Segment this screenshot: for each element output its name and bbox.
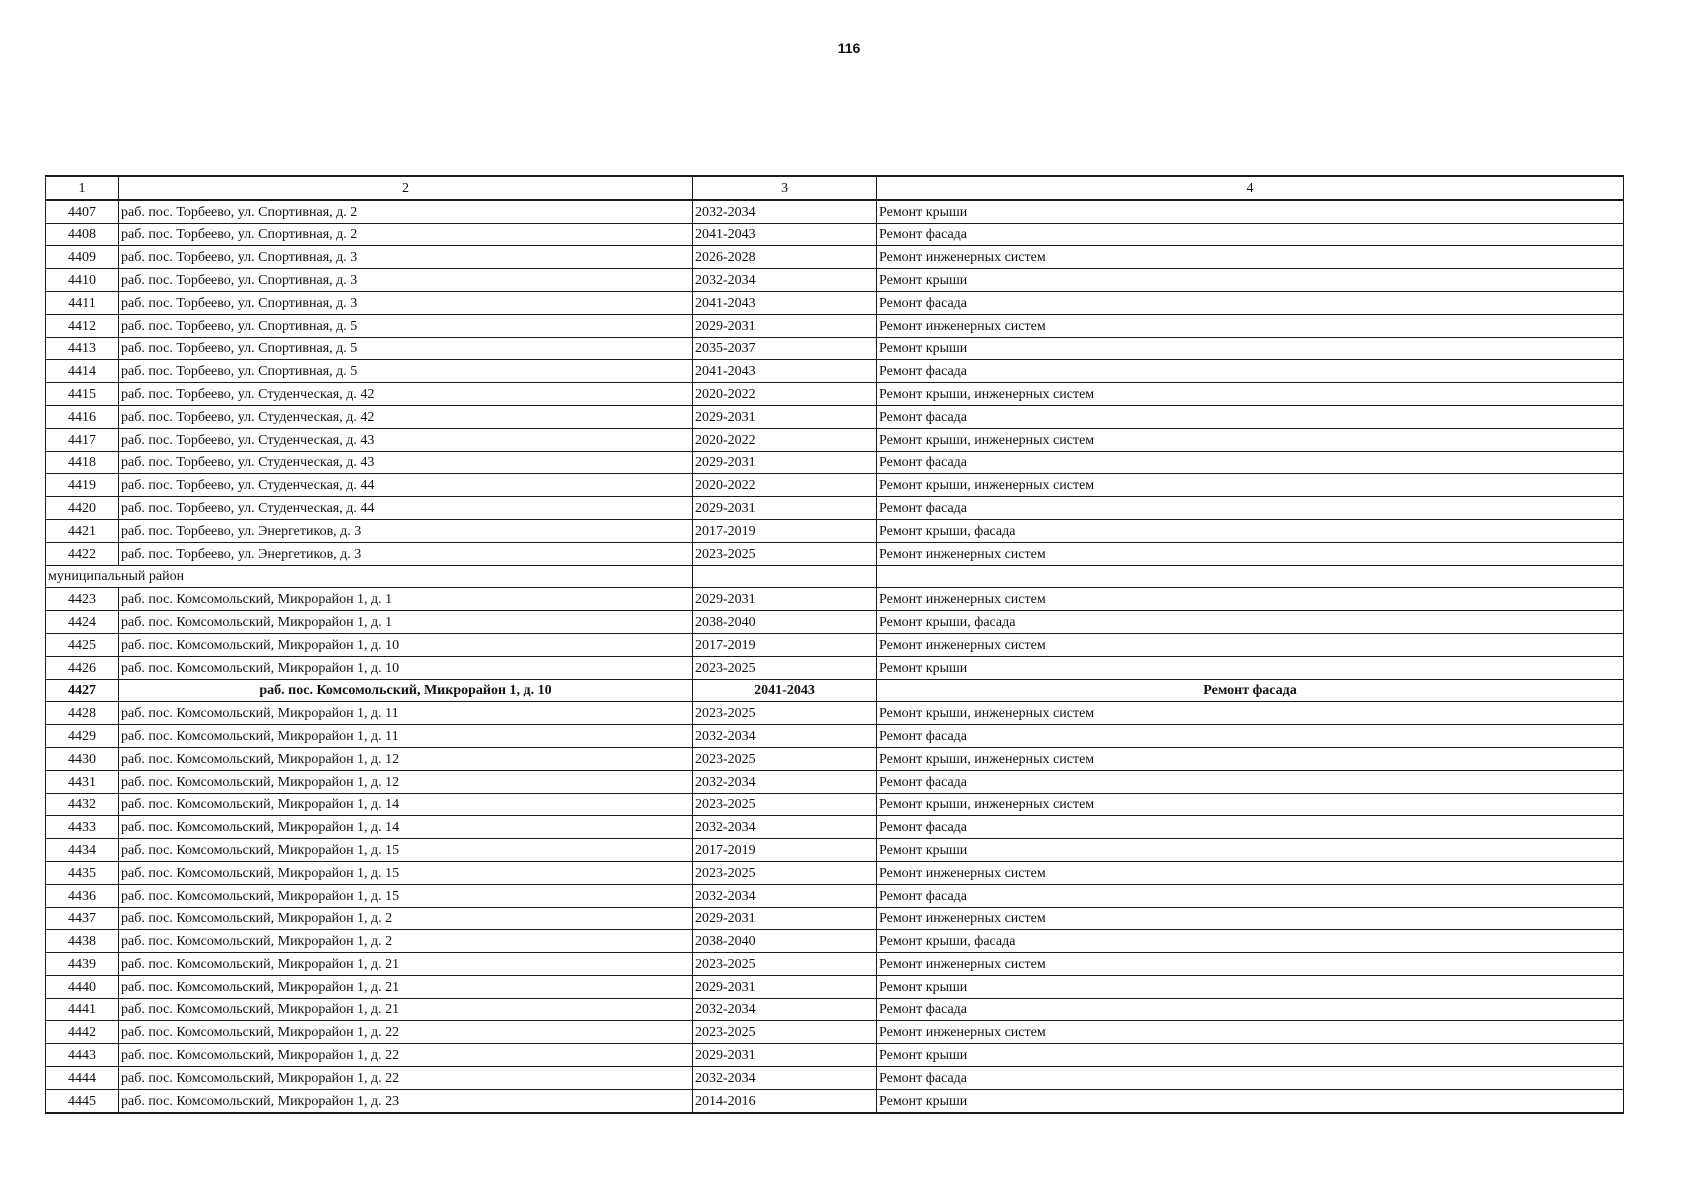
- period-cell: 2032-2034: [693, 884, 877, 907]
- address-cell: раб. пос. Торбеево, ул. Спортивная, д. 5: [119, 337, 693, 360]
- period-cell: 2032-2034: [693, 816, 877, 839]
- address-cell: раб. пос. Комсомольский, Микрорайон 1, д. 10: [119, 633, 693, 656]
- address-cell: раб. пос. Комсомольский, Микрорайон 1, д. 10: [119, 656, 693, 679]
- address-cell: раб. пос. Комсомольский, Микрорайон 1, д. 1: [119, 588, 693, 611]
- address-cell: раб. пос. Комсомольский, Микрорайон 1, д. 15: [119, 839, 693, 862]
- address-cell: раб. пос. Комсомольский, Микрорайон 1, д. 21: [119, 975, 693, 998]
- table-row: [46, 314, 1624, 337]
- period-cell: 2023-2025: [693, 793, 877, 816]
- period-cell: 2029-2031: [693, 497, 877, 520]
- address-cell: раб. пос. Комсомольский, Микрорайон 1, д. 15: [119, 861, 693, 884]
- table-row: [46, 611, 1624, 634]
- period-cell: 2038-2040: [693, 611, 877, 634]
- row-number: 4420: [46, 497, 119, 520]
- address-cell: раб. пос. Комсомольский, Микрорайон 1, д. 1: [119, 611, 693, 634]
- table-row: [46, 839, 1624, 862]
- table-row: [46, 246, 1624, 269]
- row-number: 4423: [46, 588, 119, 611]
- work-type-cell: Ремонт крыши, фасада: [877, 930, 1624, 953]
- table-row: [46, 428, 1624, 451]
- work-type-cell: Ремонт инженерных систем: [877, 953, 1624, 976]
- row-number: 4421: [46, 519, 119, 542]
- work-type-cell: Ремонт крыши, инженерных систем: [877, 474, 1624, 497]
- address-cell: раб. пос. Торбеево, ул. Студенческая, д. 42: [119, 405, 693, 428]
- row-number: 4442: [46, 1021, 119, 1044]
- row-number: 4437: [46, 907, 119, 930]
- work-type-cell: Ремонт крыши, фасада: [877, 611, 1624, 634]
- address-cell: раб. пос. Комсомольский, Микрорайон 1, д. 21: [119, 953, 693, 976]
- work-type-cell: Ремонт инженерных систем: [877, 314, 1624, 337]
- work-type-cell: Ремонт крыши, инженерных систем: [877, 747, 1624, 770]
- work-type-cell: Ремонт инженерных систем: [877, 907, 1624, 930]
- work-type-cell: Ремонт крыши: [877, 337, 1624, 360]
- address-cell: раб. пос. Торбеево, ул. Спортивная, д. 3: [119, 291, 693, 314]
- work-type-cell: Ремонт фасада: [877, 679, 1624, 702]
- row-number: 4419: [46, 474, 119, 497]
- table-row: [46, 907, 1624, 930]
- table-row: [46, 861, 1624, 884]
- row-number: 4433: [46, 816, 119, 839]
- work-type-cell: Ремонт крыши: [877, 200, 1624, 223]
- table-row: [46, 1021, 1624, 1044]
- work-type-cell: Ремонт инженерных систем: [877, 1021, 1624, 1044]
- row-number: 4424: [46, 611, 119, 634]
- row-number: 4418: [46, 451, 119, 474]
- address-cell: раб. пос. Торбеево, ул. Студенческая, д. 44: [119, 497, 693, 520]
- row-number: 4417: [46, 428, 119, 451]
- period-cell: 2029-2031: [693, 588, 877, 611]
- work-type-cell: Ремонт фасада: [877, 816, 1624, 839]
- table-row: [46, 360, 1624, 383]
- period-cell: 2023-2025: [693, 861, 877, 884]
- address-cell: раб. пос. Торбеево, ул. Спортивная, д. 5: [119, 360, 693, 383]
- table-row: [46, 702, 1624, 725]
- work-type-cell: Ремонт крыши: [877, 975, 1624, 998]
- table-row: [46, 200, 1624, 223]
- work-type-cell: Ремонт крыши: [877, 1044, 1624, 1067]
- period-cell: 2023-2025: [693, 1021, 877, 1044]
- period-cell: 2023-2025: [693, 702, 877, 725]
- row-number: 4414: [46, 360, 119, 383]
- section-label: муниципальный район: [46, 565, 693, 588]
- address-cell: раб. пос. Комсомольский, Микрорайон 1, д. 15: [119, 884, 693, 907]
- table-row: [46, 269, 1624, 292]
- address-cell: раб. пос. Комсомольский, Микрорайон 1, д. 2: [119, 930, 693, 953]
- table-row: [46, 884, 1624, 907]
- period-cell: 2017-2019: [693, 519, 877, 542]
- period-cell: 2041-2043: [693, 291, 877, 314]
- table-header: [46, 176, 1624, 200]
- period-cell: 2017-2019: [693, 839, 877, 862]
- period-cell: 2032-2034: [693, 269, 877, 292]
- row-number: 4422: [46, 542, 119, 565]
- row-number: 4440: [46, 975, 119, 998]
- address-cell: раб. пос. Комсомольский, Микрорайон 1, д. 2: [119, 907, 693, 930]
- address-cell: раб. пос. Торбеево, ул. Студенческая, д. 43: [119, 451, 693, 474]
- work-type-cell: Ремонт фасада: [877, 291, 1624, 314]
- period-cell: 2038-2040: [693, 930, 877, 953]
- period-cell: 2041-2043: [693, 360, 877, 383]
- work-type-cell: Ремонт крыши, инженерных систем: [877, 428, 1624, 451]
- row-number: 4409: [46, 246, 119, 269]
- address-cell: раб. пос. Комсомольский, Микрорайон 1, д. 14: [119, 816, 693, 839]
- header-col-4: 4: [877, 176, 1624, 200]
- period-cell: 2023-2025: [693, 542, 877, 565]
- table-row: [46, 588, 1624, 611]
- row-number: 4434: [46, 839, 119, 862]
- row-number: 4441: [46, 998, 119, 1021]
- row-number: 4407: [46, 200, 119, 223]
- period-cell: 2023-2025: [693, 656, 877, 679]
- period-cell: 2029-2031: [693, 314, 877, 337]
- row-number: 4413: [46, 337, 119, 360]
- work-type-cell: Ремонт крыши, инженерных систем: [877, 702, 1624, 725]
- address-cell: раб. пос. Торбеево, ул. Студенческая, д. 44: [119, 474, 693, 497]
- table-row: [46, 383, 1624, 406]
- table-row: [46, 223, 1624, 246]
- address-cell: раб. пос. Комсомольский, Микрорайон 1, д. 14: [119, 793, 693, 816]
- address-cell: раб. пос. Торбеево, ул. Спортивная, д. 2: [119, 223, 693, 246]
- period-cell: 2029-2031: [693, 451, 877, 474]
- work-type-cell: Ремонт крыши, инженерных систем: [877, 383, 1624, 406]
- period-cell: 2032-2034: [693, 770, 877, 793]
- table-row: [46, 474, 1624, 497]
- row-number: 4412: [46, 314, 119, 337]
- table-row: [46, 405, 1624, 428]
- section-row: [46, 565, 1624, 588]
- period-cell: 2020-2022: [693, 383, 877, 406]
- row-number: 4438: [46, 930, 119, 953]
- table-row: [46, 337, 1624, 360]
- table-body: [46, 200, 1624, 1113]
- address-cell: раб. пос. Комсомольский, Микрорайон 1, д. 22: [119, 1021, 693, 1044]
- repair-schedule-table: [45, 175, 1624, 1114]
- address-cell: раб. пос. Комсомольский, Микрорайон 1, д. 11: [119, 702, 693, 725]
- address-cell: раб. пос. Торбеево, ул. Студенческая, д. 42: [119, 383, 693, 406]
- row-number: 4436: [46, 884, 119, 907]
- period-cell: 2020-2022: [693, 428, 877, 451]
- table-row: [46, 975, 1624, 998]
- address-cell: раб. пос. Комсомольский, Микрорайон 1, д. 22: [119, 1044, 693, 1067]
- table-row: [46, 953, 1624, 976]
- row-number: 4439: [46, 953, 119, 976]
- work-type-cell: Ремонт инженерных систем: [877, 588, 1624, 611]
- period-cell: 2032-2034: [693, 998, 877, 1021]
- table-row: [46, 519, 1624, 542]
- table-row: [46, 291, 1624, 314]
- work-type-cell: Ремонт фасада: [877, 998, 1624, 1021]
- address-cell: раб. пос. Торбеево, ул. Спортивная, д. 3: [119, 269, 693, 292]
- table-row: [46, 542, 1624, 565]
- period-cell: 2029-2031: [693, 1044, 877, 1067]
- header-col-1: 1: [46, 176, 119, 200]
- period-cell: 2023-2025: [693, 747, 877, 770]
- address-cell: раб. пос. Торбеево, ул. Спортивная, д. 5: [119, 314, 693, 337]
- row-number: 4444: [46, 1067, 119, 1090]
- row-number: 4432: [46, 793, 119, 816]
- table-row: [46, 998, 1624, 1021]
- row-number: 4428: [46, 702, 119, 725]
- row-number: 4435: [46, 861, 119, 884]
- period-cell: 2041-2043: [693, 223, 877, 246]
- table-row: [46, 793, 1624, 816]
- table-row: [46, 747, 1624, 770]
- table-row: [46, 930, 1624, 953]
- work-type-cell: Ремонт фасада: [877, 884, 1624, 907]
- work-type-cell: Ремонт крыши: [877, 269, 1624, 292]
- table-row: [46, 725, 1624, 748]
- period-cell: 2029-2031: [693, 907, 877, 930]
- address-cell: раб. пос. Комсомольский, Микрорайон 1, д. 10: [119, 679, 693, 702]
- table-row: [46, 816, 1624, 839]
- row-number: 4430: [46, 747, 119, 770]
- header-col-3: 3: [693, 176, 877, 200]
- table-row: [46, 1067, 1624, 1090]
- row-number: 4408: [46, 223, 119, 246]
- table-row: [46, 497, 1624, 520]
- period-cell: 2017-2019: [693, 633, 877, 656]
- period-cell: 2032-2034: [693, 725, 877, 748]
- work-type-cell: Ремонт фасада: [877, 360, 1624, 383]
- period-cell: 2032-2034: [693, 1067, 877, 1090]
- row-number: 4410: [46, 269, 119, 292]
- address-cell: раб. пос. Торбеево, ул. Спортивная, д. 3: [119, 246, 693, 269]
- row-number: 4431: [46, 770, 119, 793]
- table-row: [46, 679, 1624, 702]
- address-cell: раб. пос. Комсомольский, Микрорайон 1, д. 12: [119, 770, 693, 793]
- address-cell: раб. пос. Комсомольский, Микрорайон 1, д. 11: [119, 725, 693, 748]
- work-type-cell: Ремонт крыши: [877, 656, 1624, 679]
- row-number: 4445: [46, 1089, 119, 1112]
- work-type-cell: Ремонт фасада: [877, 1067, 1624, 1090]
- work-cell: [877, 565, 1624, 588]
- period-cell: 2041-2043: [693, 679, 877, 702]
- work-type-cell: Ремонт крыши: [877, 839, 1624, 862]
- period-cell: [693, 565, 877, 588]
- row-number: 4425: [46, 633, 119, 656]
- work-type-cell: Ремонт крыши: [877, 1089, 1624, 1112]
- work-type-cell: Ремонт инженерных систем: [877, 542, 1624, 565]
- period-cell: 2020-2022: [693, 474, 877, 497]
- row-number: 4416: [46, 405, 119, 428]
- row-number: 4427: [46, 679, 119, 702]
- period-cell: 2023-2025: [693, 953, 877, 976]
- period-cell: 2035-2037: [693, 337, 877, 360]
- row-number: 4426: [46, 656, 119, 679]
- work-type-cell: Ремонт фасада: [877, 725, 1624, 748]
- page-number: 116: [837, 40, 861, 56]
- work-type-cell: Ремонт фасада: [877, 451, 1624, 474]
- row-number: 4429: [46, 725, 119, 748]
- work-type-cell: Ремонт инженерных систем: [877, 633, 1624, 656]
- period-cell: 2014-2016: [693, 1089, 877, 1112]
- table-row: [46, 1044, 1624, 1067]
- row-number: 4415: [46, 383, 119, 406]
- address-cell: раб. пос. Торбеево, ул. Энергетиков, д. 3: [119, 542, 693, 565]
- work-type-cell: Ремонт фасада: [877, 770, 1624, 793]
- header-row: [46, 176, 1624, 200]
- row-number: 4443: [46, 1044, 119, 1067]
- address-cell: раб. пос. Торбеево, ул. Студенческая, д. 43: [119, 428, 693, 451]
- period-cell: 2029-2031: [693, 405, 877, 428]
- address-cell: раб. пос. Торбеево, ул. Энергетиков, д. 3: [119, 519, 693, 542]
- address-cell: раб. пос. Комсомольский, Микрорайон 1, д. 12: [119, 747, 693, 770]
- table-row: [46, 1089, 1624, 1112]
- work-type-cell: Ремонт инженерных систем: [877, 861, 1624, 884]
- work-type-cell: Ремонт фасада: [877, 497, 1624, 520]
- period-cell: 2032-2034: [693, 200, 877, 223]
- header-col-2: 2: [119, 176, 693, 200]
- row-number: 4411: [46, 291, 119, 314]
- address-cell: раб. пос. Комсомольский, Микрорайон 1, д. 21: [119, 998, 693, 1021]
- address-cell: раб. пос. Комсомольский, Микрорайон 1, д. 23: [119, 1089, 693, 1112]
- table-row: [46, 451, 1624, 474]
- address-cell: раб. пос. Торбеево, ул. Спортивная, д. 2: [119, 200, 693, 223]
- period-cell: 2029-2031: [693, 975, 877, 998]
- work-type-cell: Ремонт крыши, фасада: [877, 519, 1624, 542]
- period-cell: 2026-2028: [693, 246, 877, 269]
- work-type-cell: Ремонт фасада: [877, 223, 1624, 246]
- work-type-cell: Ремонт инженерных систем: [877, 246, 1624, 269]
- address-cell: раб. пос. Комсомольский, Микрорайон 1, д. 22: [119, 1067, 693, 1090]
- table-row: [46, 770, 1624, 793]
- work-type-cell: Ремонт крыши, инженерных систем: [877, 793, 1624, 816]
- work-type-cell: Ремонт фасада: [877, 405, 1624, 428]
- table-row: [46, 656, 1624, 679]
- table-row: [46, 633, 1624, 656]
